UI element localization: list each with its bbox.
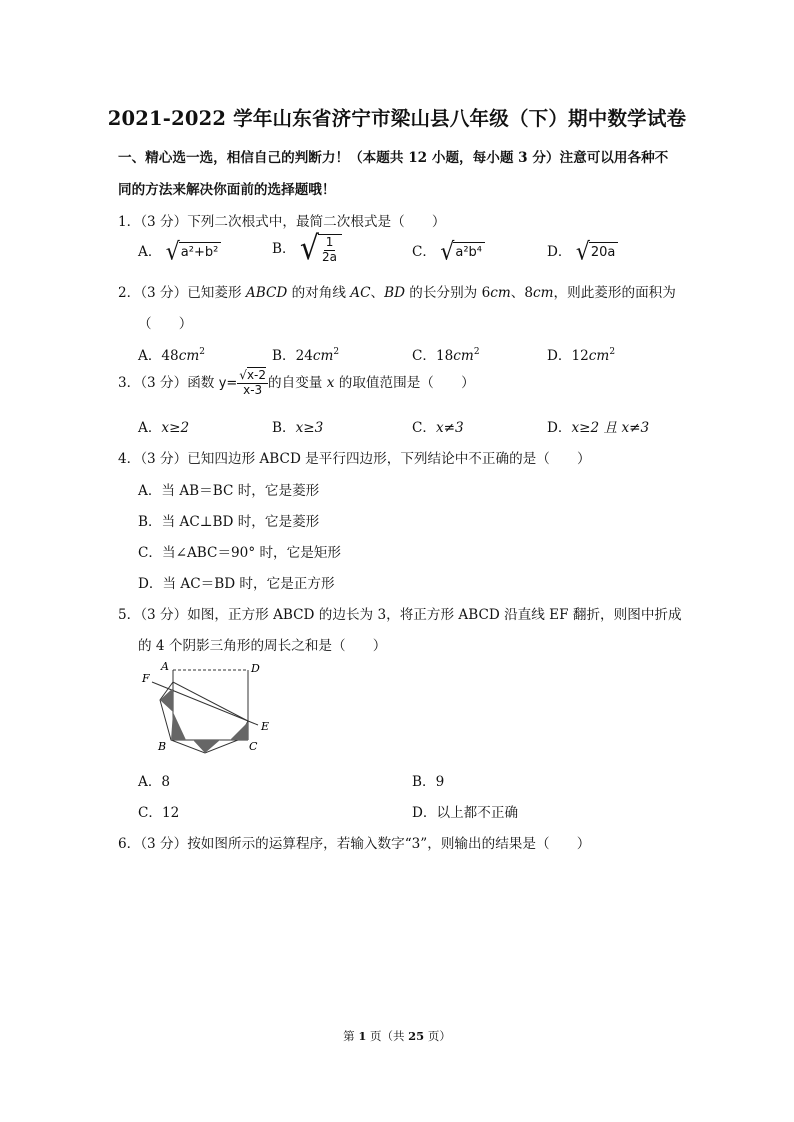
q3-stem-part: 的取值范围是（ ） xyxy=(334,374,475,391)
q5-folded-square-figure xyxy=(138,660,278,760)
radical: √ 20a xyxy=(576,242,619,264)
q3-option-b-text: x≥3 xyxy=(295,420,324,436)
q2-unit: cm xyxy=(588,348,610,364)
q3-option-d-text: x≥2 且 x≠3 xyxy=(571,420,650,436)
q3-function-y: y= xyxy=(218,375,238,391)
label-f: F xyxy=(142,672,150,685)
q2-abcd: ABCD xyxy=(245,285,288,301)
question-2-stem xyxy=(118,281,676,301)
q3-option-a-text: x≥2 xyxy=(161,420,190,436)
q2-stem-part: 、8 xyxy=(510,285,534,301)
q2-bd: BD xyxy=(384,285,405,301)
q1-option-c-label: C． xyxy=(412,244,436,260)
shaded-triangle xyxy=(230,722,248,740)
q3-option-c-label: C． xyxy=(412,420,436,436)
label-c: C xyxy=(249,740,258,753)
label-b: B xyxy=(158,740,167,753)
shaded-triangle xyxy=(171,712,186,740)
q2-exp: 2 xyxy=(473,347,480,357)
q1-option-a-expr: a²+b² xyxy=(179,242,222,264)
question-6-stem: 6．（3 分）按如图所示的运算程序，若输入数字“3”，则输出的结果是（ ） xyxy=(118,836,591,852)
q2-stem-part: 的对角线 xyxy=(287,285,351,301)
radical: √ $\frac{1}{2a}$ xyxy=(300,234,342,265)
q2-exp: 2 xyxy=(333,347,340,357)
q3-option-a-label: A． xyxy=(138,420,162,436)
q3-stem-part: 3．（3 分）函数 xyxy=(118,374,219,391)
q3-option-b-label: B． xyxy=(272,420,296,436)
q3-option-c-text: x≠3 xyxy=(436,420,464,436)
q2-unit: cm xyxy=(490,285,511,301)
q2-option-d xyxy=(547,344,615,364)
q4-option-d: D．当 AC＝BD 时，它是正方形 xyxy=(138,576,335,592)
q1-option-b-label: B． xyxy=(272,240,296,257)
footer-text: 页（共 xyxy=(366,1029,409,1043)
q2-unit: cm xyxy=(533,285,554,301)
q2-exp: 2 xyxy=(199,347,205,357)
q3-numerator-expr: x-2 xyxy=(246,368,267,382)
q5-option-d: D．以上都不正确 xyxy=(412,805,519,821)
q2-exp: 2 xyxy=(609,347,616,357)
q1-option-b xyxy=(272,229,342,268)
q1-option-a-label: A． xyxy=(138,244,162,260)
q3-option-d xyxy=(547,416,649,436)
q1-option-c xyxy=(412,240,485,264)
q3-option-d-label: D． xyxy=(547,420,572,436)
q2-option-a xyxy=(138,344,205,364)
q1-option-b-denominator: 2a xyxy=(322,249,338,264)
page-footer xyxy=(0,1028,794,1044)
page-title: 2021-2022 学年山东省济宁市梁山县八年级（下）期中数学试卷 xyxy=(107,107,687,130)
label-d: D xyxy=(251,662,260,675)
label-e: E xyxy=(261,720,270,733)
question-5-stem-line1: 5．（3 分）如图，正方形 ABCD 的边长为 3，将正方形 ABCD 沿直线 EF 翻折，则图中折成 xyxy=(118,607,682,623)
q2-option-c-text: C．18 xyxy=(412,348,454,364)
shaded-triangle xyxy=(193,740,220,753)
q1-option-d-label: D． xyxy=(547,244,572,260)
footer-text: 页） xyxy=(424,1029,451,1043)
q5-option-a: A．8 xyxy=(138,774,171,790)
section-instruction-line1: 一、精心选一选，相信自己的判断力！（本题共 12 小题，每小题 3 分）注意可以用各种不 xyxy=(118,150,669,166)
q1-option-a xyxy=(138,240,221,264)
question-2-stem-line2: （ ） xyxy=(138,316,193,332)
q2-stem-part: 的长分别为 6 xyxy=(404,285,491,301)
q2-option-b xyxy=(272,344,339,364)
q2-unit: cm xyxy=(453,348,474,364)
q5-option-b: B．9 xyxy=(412,774,445,790)
q4-option-b: B．当 AC⊥BD 时，它是菱形 xyxy=(138,514,320,530)
fraction xyxy=(320,236,339,265)
q2-sep: 、 xyxy=(370,285,385,301)
q3-option-a xyxy=(138,416,189,436)
q3-numerator: √x-2 xyxy=(239,368,267,382)
q2-unit: cm xyxy=(178,348,200,364)
q4-option-a: A．当 AB＝BC 时，它是菱形 xyxy=(138,483,320,499)
q3-option-b xyxy=(272,416,323,436)
radical: √ a²b⁴ xyxy=(440,242,485,264)
q3-option-c xyxy=(412,416,464,436)
q4-option-c: C．当∠ABC＝90° 时，它是矩形 xyxy=(138,545,342,561)
q2-ac: AC xyxy=(350,285,371,301)
q2-option-c xyxy=(412,344,480,364)
q3-stem-part: 的自变量 xyxy=(268,374,327,391)
q2-option-d-text: D．12 xyxy=(547,348,589,364)
q2-option-b-text: B．24 xyxy=(272,348,313,364)
q5-option-c: C．12 xyxy=(138,805,180,821)
q2-stem-part: ，则此菱形的面积为 xyxy=(553,285,676,301)
question-3-stem xyxy=(118,369,475,398)
q3-variable: x xyxy=(326,374,335,391)
q2-unit: cm xyxy=(312,348,334,364)
label-a: A xyxy=(161,660,169,673)
q3-denominator: x-3 xyxy=(243,382,263,397)
total-pages: 25 xyxy=(408,1029,425,1043)
section-instruction-line2: 同的方法来解决你面前的选择题哦！ xyxy=(118,182,336,198)
question-5-stem-line2: 的 4 个阴影三角形的周长之和是（ ） xyxy=(138,638,387,654)
page-number: 1 xyxy=(358,1029,367,1043)
question-1-stem: 1．（3 分）下列二次根式中，最简二次根式是（ ） xyxy=(118,214,446,230)
radical: √ a²+b² xyxy=(166,242,222,264)
q2-option-a-text: A．48 xyxy=(138,348,179,364)
fraction xyxy=(237,369,268,398)
footer-text: 第 xyxy=(343,1029,359,1043)
q2-stem-part: 2．（3 分）已知菱形 xyxy=(118,285,246,301)
q1-option-d xyxy=(547,240,618,264)
question-4-stem: 4．（3 分）已知四边形 ABCD 是平行四边形，下列结论中不正确的是（ ） xyxy=(118,451,591,467)
q1-option-c-expr: a²b⁴ xyxy=(453,242,485,264)
q1-option-b-numerator: 1 xyxy=(325,235,334,249)
q1-option-d-expr: 20a xyxy=(589,242,619,264)
